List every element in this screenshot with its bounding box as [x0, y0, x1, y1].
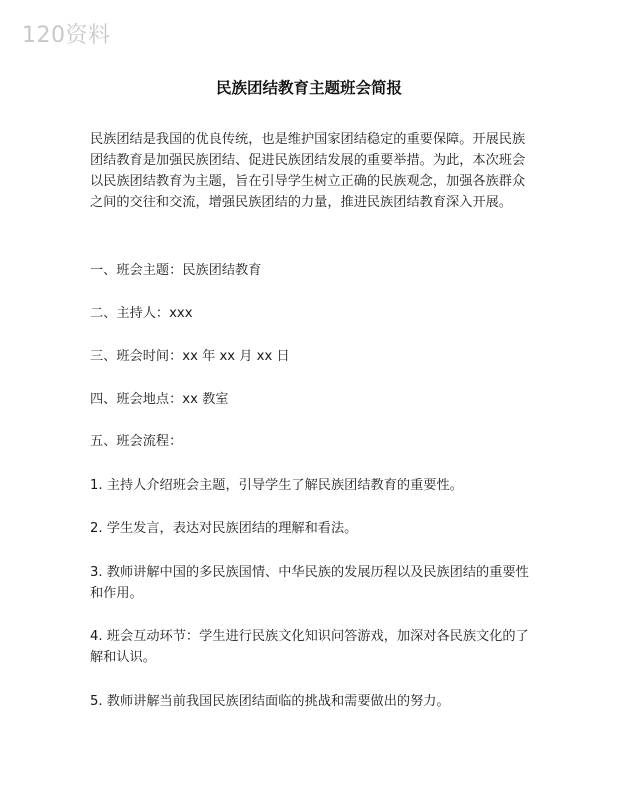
step-5: 5. 教师讲解当前我国民族团结面临的挑战和需要做出的努力。: [90, 694, 450, 709]
step-3: 3. 教师讲解中国的多民族国情、中华民族的发展历程以及民族团结的重要性和作用。: [90, 565, 529, 601]
intro-paragraph: 民族团结是我国的优良传统，也是维护国家团结稳定的重要保障。开展民族团结教育是加强民族团结、促进民族团结发展的重要举措。为此，本次班会以民族团结教育为主题，旨在引导学生树立正确的民族观念，加强各族群众之间的交往和交流，增强民族团结的力量，推进民族团结教育深入开展。: [90, 132, 526, 210]
section-theme: 一、班会主题：民族团结教育: [90, 263, 262, 278]
step-1: 1. 主持人介绍班会主题，引导学生了解民族团结教育的重要性。: [90, 478, 463, 493]
document-title: 民族团结教育主题班会简报: [215, 79, 402, 97]
section-host: 二、主持人：xxx: [90, 306, 193, 321]
section-time: 三、班会时间：xx 年 xx 月 xx 日: [90, 349, 290, 364]
step-4: 4. 班会互动环节：学生进行民族文化知识问答游戏，加深对各民族文化的了解和认识。: [90, 629, 529, 665]
intro-block: [90, 129, 530, 213]
section-process: 五、班会流程：: [90, 434, 183, 449]
step-2: 2. 学生发言，表达对民族团结的理解和看法。: [90, 521, 358, 536]
watermark: 120资料: [22, 23, 111, 48]
section-location: 四、班会地点：xx 教室: [90, 392, 229, 407]
